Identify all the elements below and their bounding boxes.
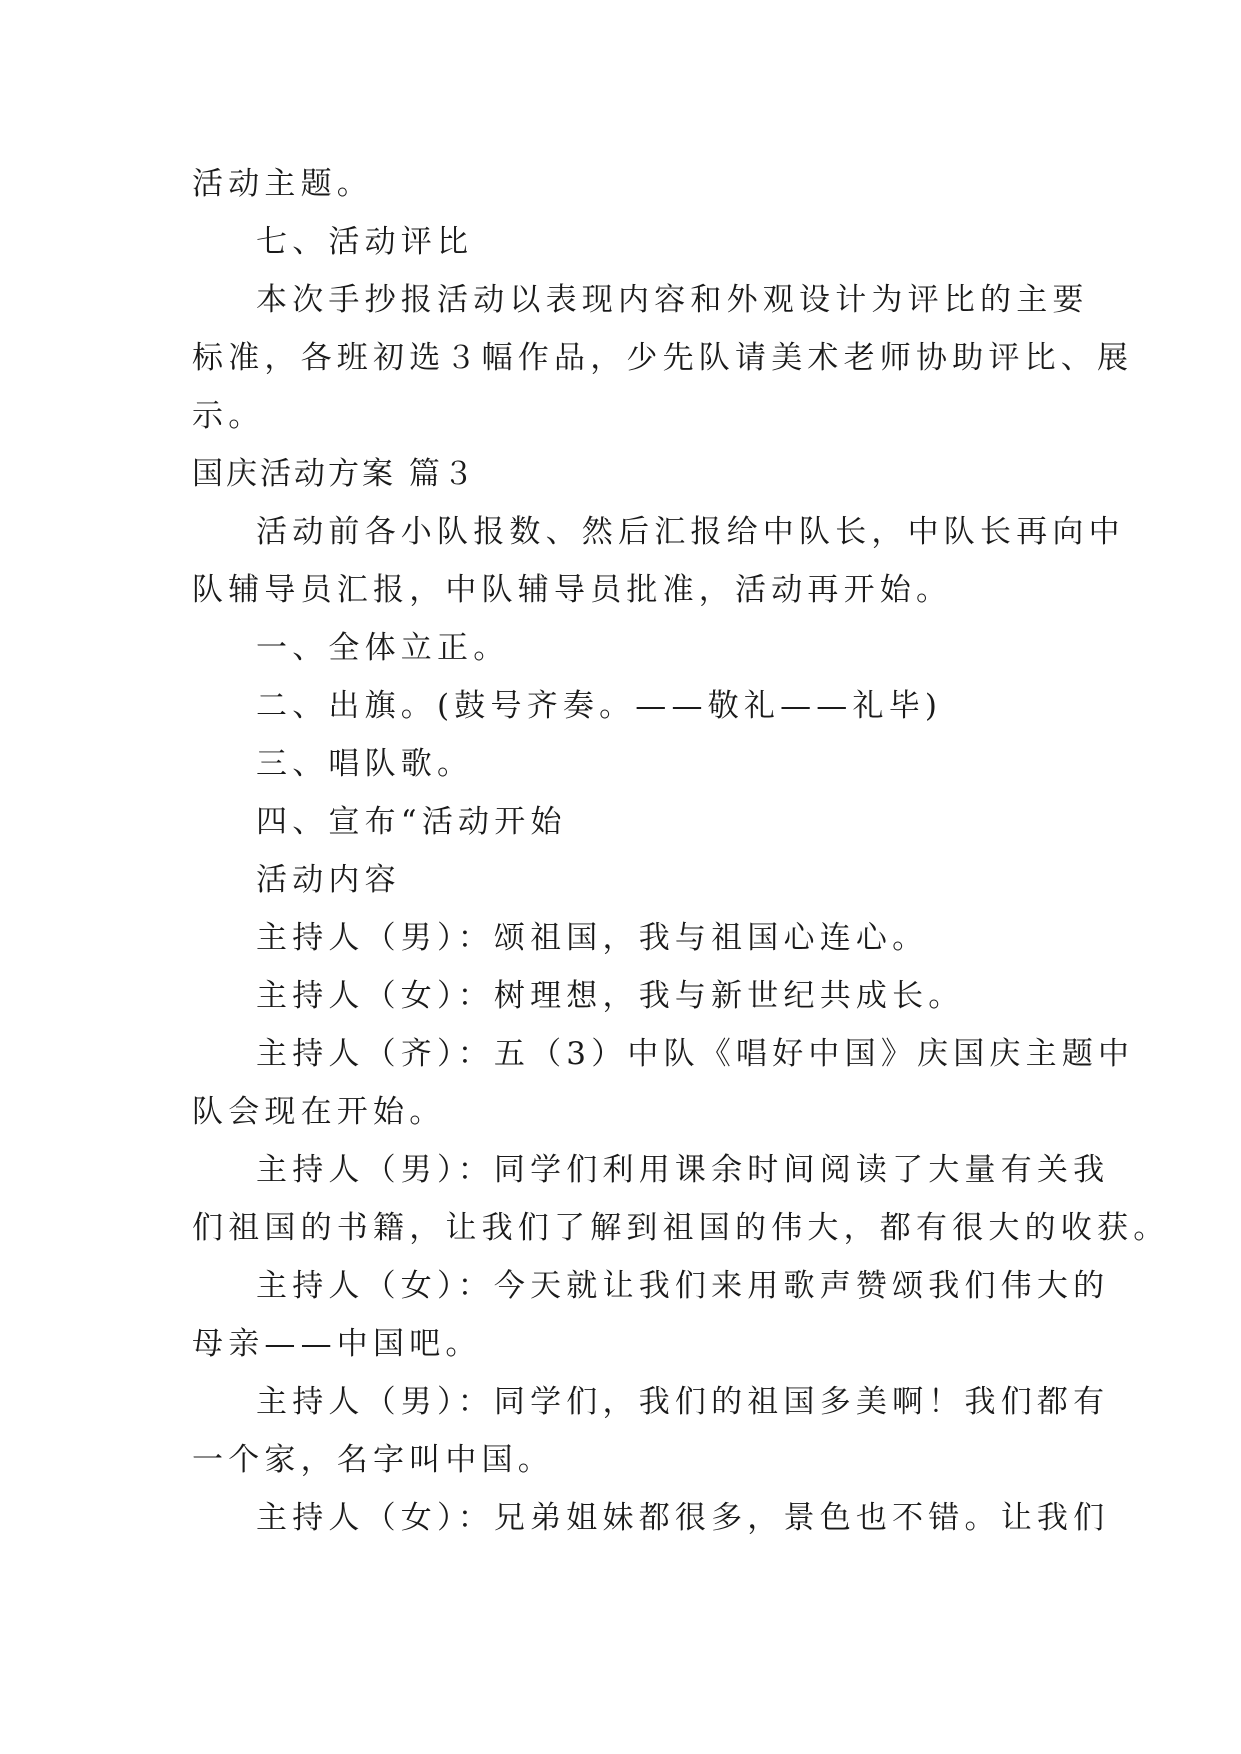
paragraph-line: 标准，各班初选３幅作品，少先队请美术老师协助评比、展 (192, 340, 1134, 376)
paragraph-line: 示。 (192, 398, 265, 434)
dialogue-line: 母亲——中国吧。 (192, 1326, 482, 1362)
dialogue-line: 主持人（女）：兄弟姐妹都很多，景色也不错。让我们 (256, 1500, 1110, 1536)
list-item: 一、全体立正。 (256, 630, 510, 666)
dialogue-line: 一个家，名字叫中国。 (192, 1442, 554, 1478)
dialogue-line: 主持人（女）：今天就让我们来用歌声赞颂我们伟大的 (256, 1268, 1110, 1304)
list-item: 三、唱队歌。 (256, 746, 474, 782)
dialogue-line: 们祖国的书籍，让我们了解到祖国的伟大，都有很大的收获。 (192, 1210, 1170, 1246)
list-item: 四、宣布“活动开始 (256, 804, 567, 840)
section-heading-evaluation: 七、活动评比 (256, 224, 474, 260)
dialogue-line: 主持人（齐）：五（3）中队《唱好中国》庆国庆主题中 (256, 1036, 1135, 1072)
plan-title: 国庆活动方案 篇３ (192, 456, 477, 492)
list-item: 二、出旗。(鼓号齐奏。——敬礼——礼毕) (256, 688, 943, 724)
dialogue-line: 主持人（男）：同学们利用课余时间阅读了大量有关我 (256, 1152, 1110, 1188)
dialogue-line: 主持人（男）：同学们，我们的祖国多美啊！我们都有 (256, 1384, 1110, 1420)
paragraph-line: 活动前各小队报数、然后汇报给中队长，中队长再向中 (256, 514, 1125, 550)
paragraph-line: 本次手抄报活动以表现内容和外观设计为评比的主要 (256, 282, 1089, 318)
paragraph-line: 活动主题。 (192, 166, 373, 202)
document-body (192, 155, 1170, 1547)
dialogue-line: 主持人（男）：颂祖国，我与祖国心连心。 (256, 920, 929, 956)
dialogue-line: 主持人（女）：树理想，我与新世纪共成长。 (256, 978, 965, 1014)
dialogue-line: 队会现在开始。 (192, 1094, 446, 1130)
paragraph-line: 队辅导员汇报，中队辅导员批准，活动再开始。 (192, 572, 953, 608)
section-label-content: 活动内容 (256, 862, 401, 898)
